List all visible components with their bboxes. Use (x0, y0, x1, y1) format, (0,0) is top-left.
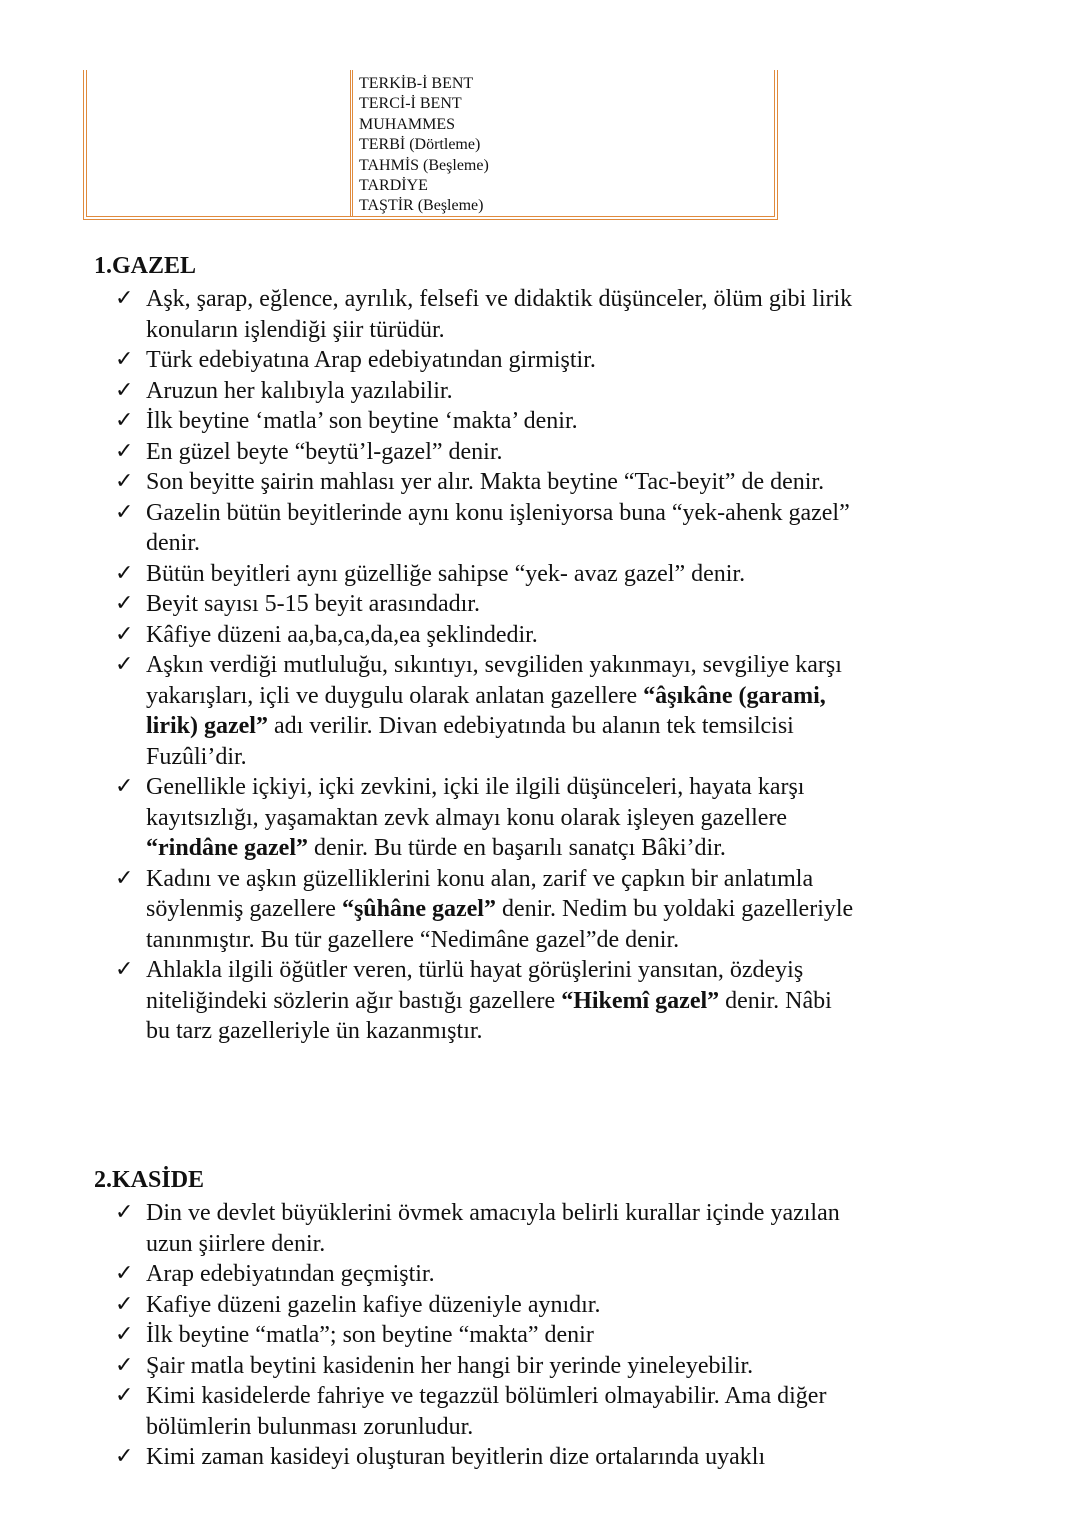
check-icon: ✓ (115, 1200, 134, 1225)
bullet-item: ✓ Beyit sayısı 5-15 beyit arasındadır. (115, 589, 855, 620)
poem-form-item: TERKİB-İ BENT (359, 75, 474, 92)
bullet-item: ✓ Bütün beyitleri aynı güzelliğe sahipse “yek- avaz gazel” denir. (115, 559, 855, 590)
check-icon: ✓ (115, 957, 134, 982)
check-icon: ✓ (115, 1291, 134, 1317)
bullet-item: ✓ Kadını ve aşkın güzelliklerini konu alan, zarif ve çapkın bir anlatımla söylenmiş gazellere “şûhâne gazel” denir. Nedim bu yoldaki gazelleriyle tanınmıştır. Bu tür gazellere “Nedimâne gazel”de denir. (115, 865, 854, 953)
poem-form-item: TAŞTİR (Beşleme) (359, 197, 484, 215)
table-column-divider (350, 70, 353, 216)
check-icon: ✓ (115, 621, 134, 647)
bullet-item: ✓ Arap edebiyatından geçmiştir. (115, 1259, 855, 1290)
kaside-heading: 2.KASİDE (94, 1167, 205, 1193)
bullet-item: ✓ Aruzun her kalıbıyla yazılabilir. (115, 376, 855, 407)
check-icon: ✓ (115, 1383, 134, 1408)
gazel-bullet-list (115, 284, 855, 1047)
check-icon: ✓ (115, 438, 134, 464)
kaside-bullet-list (115, 1198, 855, 1473)
term-hikemi-gazel: “Hikemî gazel” (561, 987, 720, 1014)
check-icon: ✓ (115, 377, 134, 403)
gazel-heading: 1.GAZEL (94, 253, 197, 279)
check-icon: ✓ (115, 1261, 134, 1286)
check-icon: ✓ (115, 1322, 134, 1347)
bullet-item: ✓ Kâfiye düzeni aa,ba,ca,da,ea şeklindedir. (115, 620, 855, 651)
bullet-item: ✓ Kafiye düzeni gazelin kafiye düzeniyle aynıdır. (115, 1290, 855, 1321)
bullet-item: ✓ Aşk, şarap, eğlence, ayrılık, felsefi ve didaktik düşünceler, ölüm gibi lirik konuların işlendiği şiir türüdür. (115, 286, 853, 343)
bullet-item: ✓ Türk edebiyatına Arap edebiyatından girmiştir. (115, 345, 855, 376)
check-icon: ✓ (115, 774, 134, 799)
check-icon: ✓ (115, 652, 134, 677)
bullet-item: ✓ Kimi zaman kasideyi oluşturan beyitlerin dize ortalarında uyaklı (115, 1442, 855, 1473)
poem-form-item: TARDİYE (359, 177, 428, 195)
bullet-item: ✓ Aşkın verdiği mutluluğu, sıkıntıyı, sevgiliden yakınmayı, sevgiliye karşı yakarışları, içli ve duygulu olarak anlatan gazellere “âşıkâne (garami, lirik) gazel” adı verilir. Divan edebiyatında bu alanın tek temsilcisi Fuzûli’dir. (115, 652, 842, 770)
poem-form-item: TERCİ-İ BENT (359, 95, 462, 113)
poem-form-item: TERBİ (Dörtleme) (359, 136, 481, 154)
bullet-item: ✓ Genellikle içkiyi, içki zevkini, içki ile ilgili düşünceleri, hayata karşı kayıtsızlığı, yaşamaktan zevk almayı konu olarak işleyen gazellere “rindâne gazel” denir. Bu türde en başarılı sanatçı Bâki’dir. (115, 774, 805, 861)
check-icon: ✓ (115, 1352, 134, 1378)
check-icon: ✓ (115, 408, 134, 433)
bullet-item: ✓ İlk beytine ‘matla’ son beytine ‘makta’ denir. (115, 406, 855, 437)
poem-form-item: TAHMİS (Beşleme) (359, 156, 489, 174)
check-icon: ✓ (115, 865, 134, 891)
check-icon: ✓ (115, 1444, 134, 1469)
check-icon: ✓ (115, 469, 134, 494)
bullet-item: ✓ İlk beytine “matla”; son beytine “makta” denir (115, 1320, 855, 1351)
poem-forms-table-fragment (83, 70, 778, 220)
bullet-item: ✓ Ahlakla ilgili öğütler veren, türlü hayat görüşlerini yansıtan, özdeyiş niteliğindeki sözlerin ağır bastığı gazellere “Hikemî gazel” denir. Nâbi bu tarz gazelleriyle ün kazanmıştır. (115, 957, 832, 1044)
poem-form-item: MUHAMMES (359, 115, 456, 133)
bullet-item: ✓ Son beyitte şairin mahlası yer alır. Makta beytine “Tac-beyit” de denir. (115, 467, 855, 498)
check-icon: ✓ (115, 560, 134, 586)
term-asikane-gazel: “âşıkâne (garami, lirik) gazel” (146, 682, 826, 739)
bullet-item: ✓ Gazelin bütün beyitlerinde aynı konu işleniyorsa buna “yek-ahenk gazel” denir. (115, 499, 850, 556)
bullet-item: ✓ Şair matla beytini kasidenin her hangi bir yerinde yineleyebilir. (115, 1351, 855, 1382)
check-icon: ✓ (115, 499, 134, 525)
term-suhane-gazel: “şûhâne gazel” (341, 896, 496, 922)
check-icon: ✓ (115, 286, 134, 311)
check-icon: ✓ (115, 347, 134, 372)
check-icon: ✓ (115, 591, 134, 616)
bullet-item: ✓ Kimi kasidelerde fahriye ve tegazzül bölümleri olmayabilir. Ama diğer bölümlerin bulunması zorunludur. (115, 1383, 827, 1440)
bullet-item: ✓ En güzel beyte “beytü’l-gazel” denir. (115, 437, 855, 468)
poem-forms-list (359, 74, 489, 217)
bullet-item: ✓ Din ve devlet büyüklerini övmek amacıyla belirli kurallar içinde yazılan uzun şiirlere denir. (115, 1200, 840, 1257)
term-rindane-gazel: “rindâne gazel” (146, 835, 308, 861)
